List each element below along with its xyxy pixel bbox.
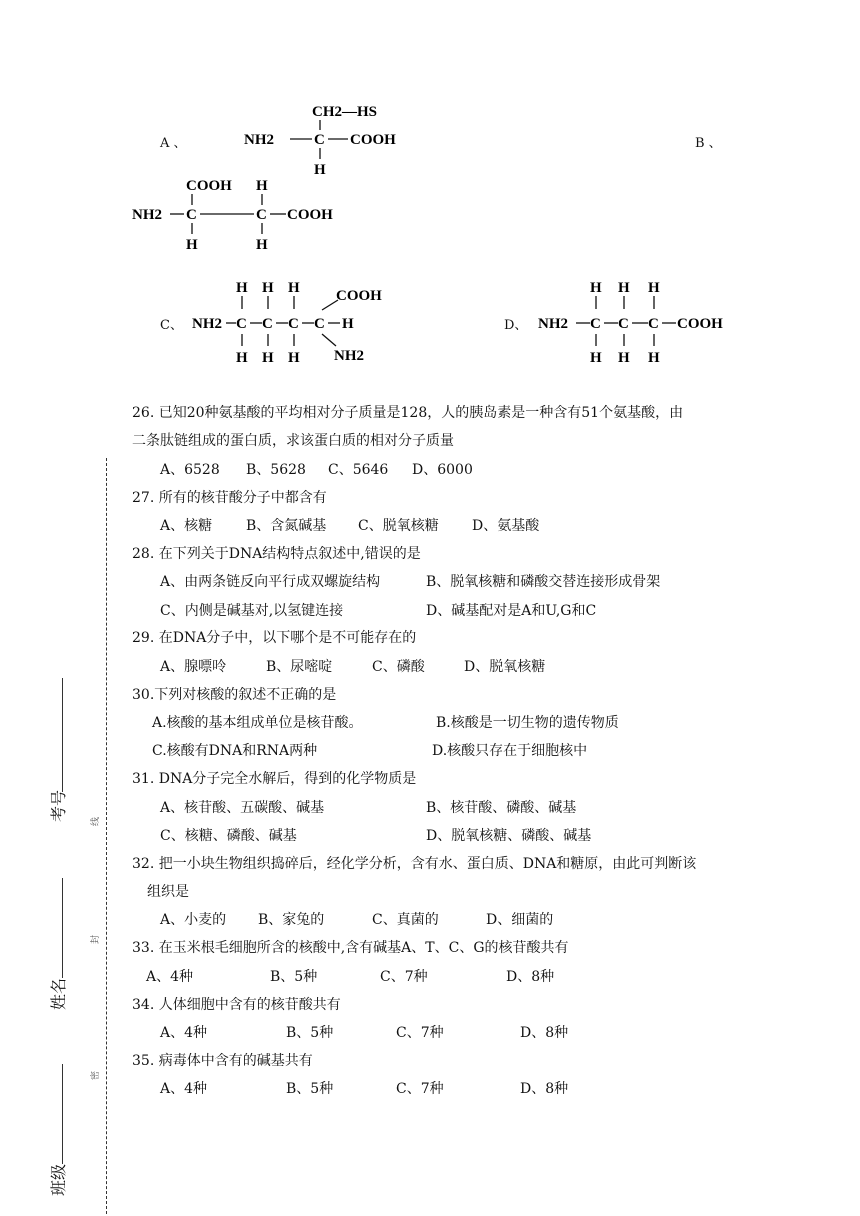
q27-option-a: A、核糖 xyxy=(160,518,213,534)
xian-mark: 线 xyxy=(91,816,101,826)
q32-option-d: D、细菌的 xyxy=(486,912,554,928)
q35-option-b: B、5种 xyxy=(286,1081,334,1097)
q30-option-a: A.核酸的基本组成单位是核苷酸。 xyxy=(152,715,363,731)
q27-option-c: C、脱氧核糖 xyxy=(358,518,439,534)
structure-c-nh2-bottom: NH2 xyxy=(334,348,364,364)
q33-option-b: B、5种 xyxy=(270,969,318,985)
xingming-label: 姓名 xyxy=(49,977,68,1010)
q28-option-d: D、碱基配对是A和U,G和C xyxy=(426,603,597,619)
structure-a-h: H xyxy=(314,162,326,178)
structure-d-h-top1: H xyxy=(590,280,602,296)
structure-c-c4: C xyxy=(314,316,325,332)
option-b-label: B 、 xyxy=(695,136,722,151)
q26-option-d: D、6000 xyxy=(412,462,473,478)
q30-option-d: D.核酸只存在于细胞核中 xyxy=(432,743,588,759)
structure-b-cooh-top: COOH xyxy=(186,178,232,194)
structure-c-c2: C xyxy=(262,316,273,332)
q35-option-d: D、8种 xyxy=(520,1081,569,1097)
structure-d-cooh: COOH xyxy=(677,316,723,332)
q31-option-a: A、核苷酸、五碳酸、碱基 xyxy=(160,800,325,816)
q28-option-c: C、内侧是碱基对,以氢键连接 xyxy=(160,603,344,619)
option-c-label: C、 xyxy=(160,318,183,333)
xingming-blank xyxy=(62,878,63,978)
q35-option-c: C、7种 xyxy=(396,1081,444,1097)
q32-option-c: C、真菌的 xyxy=(372,912,439,928)
question-29: 29. 在DNA分子中，以下哪个是不可能存在的 xyxy=(132,630,417,646)
q33-option-d: D、8种 xyxy=(506,969,555,985)
question-28: 28. 在下列关于DNA结构特点叙述中,错误的是 xyxy=(132,546,421,562)
question-32: 32. 把一小块生物组织捣碎后，经化学分析，含有水、蛋白质、DNA和糖原，由此可判断该 xyxy=(132,856,697,872)
structure-b-h-bottom1: H xyxy=(186,237,198,253)
structure-b-nh2: NH2 xyxy=(132,207,162,223)
structure-a-top-group: CH2—HS xyxy=(312,104,378,120)
structure-b-h-top: H xyxy=(256,178,268,194)
question-30: 30.下列对核酸的叙述不正确的是 xyxy=(132,687,337,703)
q28-option-a: A、由两条链反向平行成双螺旋结构 xyxy=(160,574,381,590)
structure-d-c1: C xyxy=(590,316,601,332)
q29-option-a: A、腺嘌呤 xyxy=(160,659,227,675)
question-31: 31. DNA分子完全水解后，得到的化学物质是 xyxy=(132,771,417,787)
question-35: 35. 病毒体中含有的碱基共有 xyxy=(132,1053,313,1069)
question-34: 34. 人体细胞中含有的核苷酸共有 xyxy=(132,997,341,1013)
q34-option-a: A、4种 xyxy=(160,1025,208,1041)
structure-c-c3: C xyxy=(288,316,299,332)
structure-d-h-bottom1: H xyxy=(590,350,602,366)
q33-option-c: C、7种 xyxy=(380,969,428,985)
structure-c-h-top3: H xyxy=(288,280,300,296)
q31-option-c: C、核糖、磷酸、碱基 xyxy=(160,828,297,844)
banji-blank xyxy=(62,1064,63,1164)
structure-c-h-bottom1: H xyxy=(236,350,248,366)
banji-label: 班级 xyxy=(49,1163,68,1196)
feng-mark: 封 xyxy=(91,934,101,944)
structure-b-c2: C xyxy=(256,207,267,223)
structure-a xyxy=(240,96,440,180)
structure-d-nh2: NH2 xyxy=(538,316,568,332)
question-33: 33. 在玉米根毛细胞所含的核酸中,含有碱基A、T、C、G的核苷酸共有 xyxy=(132,940,569,956)
structure-b-h-bottom2: H xyxy=(256,237,268,253)
structure-a-cooh: COOH xyxy=(350,132,396,148)
structure-c-cooh: COOH xyxy=(336,288,382,304)
q29-option-c: C、磷酸 xyxy=(372,659,425,675)
kaohao-label: 考号 xyxy=(49,789,68,822)
option-a-label: A 、 xyxy=(160,136,187,151)
q34-option-d: D、8种 xyxy=(520,1025,569,1041)
q32-option-b: B、家兔的 xyxy=(258,912,325,928)
q29-option-b: B、尿嘧啶 xyxy=(266,659,333,675)
question-26-cont: 二条肽链组成的蛋白质，求该蛋白质的相对分子质量 xyxy=(132,433,454,449)
structure-d-h-top2: H xyxy=(618,280,630,296)
question-27: 27. 所有的核苷酸分子中都含有 xyxy=(132,490,327,506)
binding-dashed-line xyxy=(106,458,107,1214)
structure-c-h-right: H xyxy=(342,316,354,332)
mi-mark: 密 xyxy=(91,1070,101,1080)
structure-d-c3: C xyxy=(648,316,659,332)
q29-option-d: D、脱氧核糖 xyxy=(464,659,546,675)
kaohao-blank xyxy=(62,678,63,792)
q31-option-b: B、核苷酸、磷酸、碱基 xyxy=(426,800,577,816)
q30-option-b: B.核酸是一切生物的遗传物质 xyxy=(436,715,619,731)
option-d-label: D、 xyxy=(504,318,528,333)
q28-option-b: B、脱氧核糖和磷酸交替连接形成骨架 xyxy=(426,574,661,590)
structure-d xyxy=(536,276,736,372)
structure-c-c1: C xyxy=(236,316,247,332)
q30-option-c: C.核酸有DNA和RNA两种 xyxy=(152,743,318,759)
q35-option-a: A、4种 xyxy=(160,1081,208,1097)
structure-d-c2: C xyxy=(618,316,629,332)
q34-option-b: B、5种 xyxy=(286,1025,334,1041)
structure-a-c: C xyxy=(314,132,325,148)
structure-c xyxy=(190,276,390,372)
structure-c-nh2: NH2 xyxy=(192,316,222,332)
structure-a-nh2: NH2 xyxy=(244,132,274,148)
question-26: 26. 已知20种氨基酸的平均相对分子质量是128，人的胰岛素是一种含有51个氨基酸，由 xyxy=(132,405,684,421)
structure-c-h-bottom2: H xyxy=(262,350,274,366)
q26-option-c: C、5646 xyxy=(328,462,389,478)
q32-option-a: A、小麦的 xyxy=(160,912,227,928)
structure-d-h-bottom3: H xyxy=(648,350,660,366)
structure-b-c1: C xyxy=(186,207,197,223)
q31-option-d: D、脱氧核糖、磷酸、碱基 xyxy=(426,828,592,844)
q27-option-d: D、氨基酸 xyxy=(472,518,540,534)
structure-b-cooh: COOH xyxy=(287,207,333,223)
q33-option-a: A、4种 xyxy=(146,969,194,985)
q26-option-a: A、6528 xyxy=(160,462,220,478)
structure-b xyxy=(130,172,350,256)
structure-c-h-top2: H xyxy=(262,280,274,296)
q27-option-b: B、含氮碱基 xyxy=(246,518,327,534)
structure-d-h-bottom2: H xyxy=(618,350,630,366)
structure-d-h-top3: H xyxy=(648,280,660,296)
question-32-cont: 组织是 xyxy=(147,884,189,900)
structure-c-h-bottom3: H xyxy=(288,350,300,366)
q26-option-b: B、5628 xyxy=(246,462,306,478)
structure-c-h-top1: H xyxy=(236,280,248,296)
q34-option-c: C、7种 xyxy=(396,1025,444,1041)
